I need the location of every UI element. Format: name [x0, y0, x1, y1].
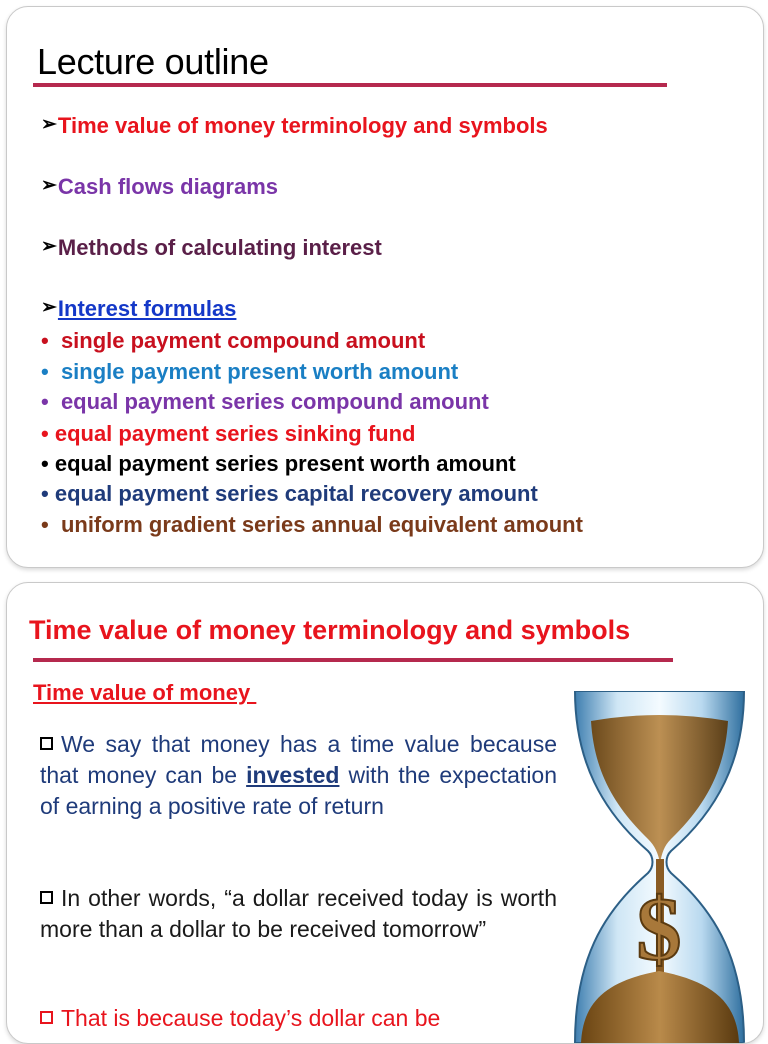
paragraph-because: That is because today’s dollar can be	[40, 1003, 557, 1034]
formula-bullet-2: • single payment present worth amount	[41, 359, 459, 384]
arrow-bullet-icon: ➢	[41, 297, 57, 318]
paragraph-time-value: We say that money has a time value because that money can be invested with the expectation of earning a positive rate of return	[40, 731, 558, 819]
paragraph-other-words: In other words, “a dollar received today is worth more than a dollar to be received tomorrow”	[40, 885, 557, 942]
slide-time-value	[6, 582, 764, 1044]
slide-lecture-outline	[6, 6, 764, 568]
arrow-bullet-icon: ➢	[41, 236, 57, 257]
checkbox-bullet-icon	[40, 737, 53, 750]
formula-bullet-6: • equal payment series capital recovery amount	[41, 481, 538, 506]
arrow-bullet-icon: ➢	[41, 175, 57, 196]
slide-title: Lecture outline	[37, 41, 269, 82]
checkbox-bullet-icon	[40, 1011, 53, 1024]
title-underline	[33, 83, 667, 87]
formula-bullet-4: • equal payment series sinking fund	[41, 421, 416, 446]
arrow-bullet-icon: ➢	[41, 114, 57, 135]
formula-bullet-3: • equal payment series compound amount	[41, 389, 489, 414]
formula-bullet-7: • uniform gradient series annual equivalent amount	[41, 512, 583, 537]
outline-item-2: ➢Cash flows diagrams	[41, 174, 278, 199]
outline-item-4: ➢Interest formulas	[41, 296, 237, 321]
svg-text:$: $	[636, 880, 682, 979]
outline-item-1: ➢Time value of money terminology and symbols	[41, 113, 548, 138]
subheading: Time value of money	[33, 680, 257, 705]
formula-bullet-5: • equal payment series present worth amount	[41, 451, 516, 476]
formula-bullet-1: • single payment compound amount	[41, 328, 426, 353]
title-underline	[33, 658, 673, 662]
checkbox-bullet-icon	[40, 891, 53, 904]
outline-item-3: ➢Methods of calculating interest	[41, 235, 382, 260]
hourglass-dollar-icon	[567, 691, 752, 1043]
slide-title: Time value of money terminology and symbols	[29, 615, 631, 645]
